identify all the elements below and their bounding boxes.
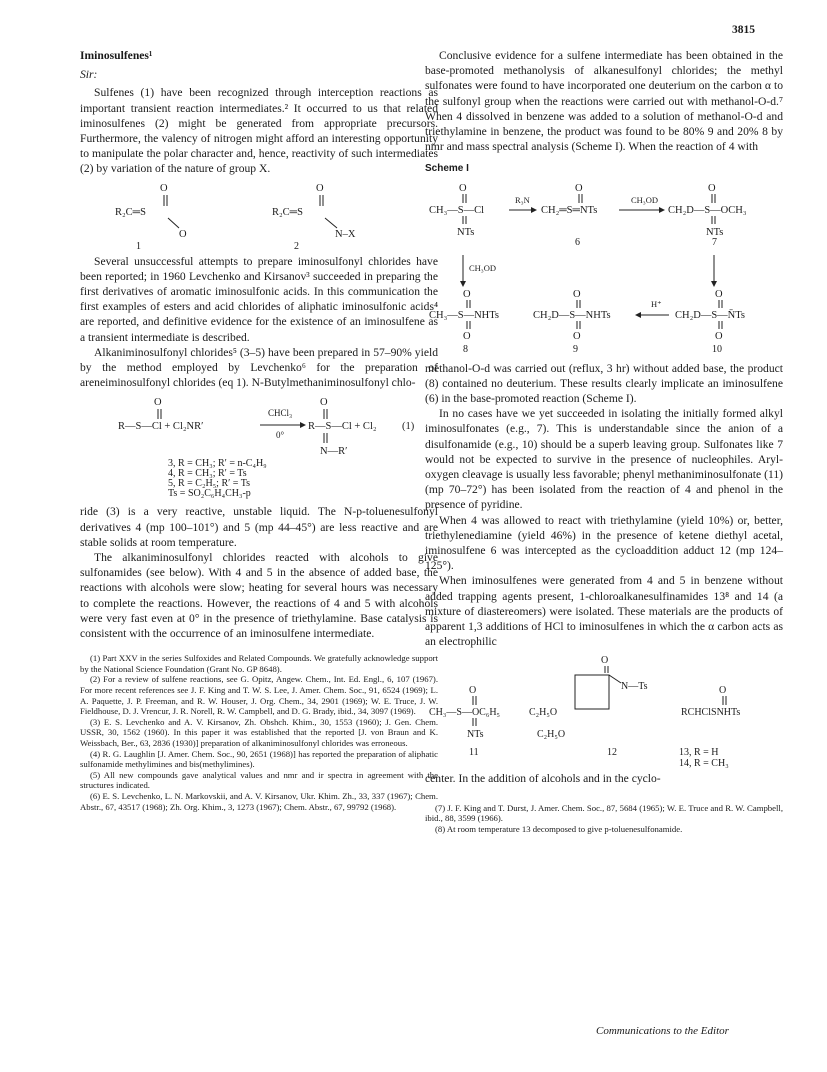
footnote-6: (6) E. S. Levchenko, L. N. Markovskii, and A. V. Kirsanov, Ukr. Khim. Zh., 33, 337 (1967); Chem. Abstr., 67, 43517 (1968); Zh. Org. Khim., 3, 1273 (1967); Chem. Abstr., 67, 99792 (1968).: [80, 791, 438, 812]
svg-text:R—S—Cl + Cl₂NR′: R—S—Cl + Cl₂NR′: [118, 421, 204, 433]
def-3: 3, R = CH₃; R′ = n-C₄H₉: [168, 458, 267, 470]
svg-text:RCHClSNHTs: RCHClSNHTs: [681, 707, 741, 719]
paragraph-attempts: Several unsuccessful attempts to prepare iminosulfonyl chlorides have been reported; in 1960 Levchenko and Kirsanov³ succeeded in preparing the first derivatives of aromatic iminosulfonic acids. In this communication the first examples of esters and acid chlorides of aliphatic iminosulfonic acids⁴ are reported, and definitive evidence for the existence of an iminosulfene as a transient intermediate is described.: [80, 254, 438, 344]
svg-text:R₂C═S: R₂C═S: [115, 206, 146, 218]
structures-1-2: [80, 178, 438, 250]
footnote-8: (8) At room temperature 13 decomposed to give p-toluenesulfonamide.: [435, 823, 683, 834]
scheme-num-7: 7: [712, 236, 717, 248]
footnote-2: (2) For a review of sulfene reactions, see G. Opitz, Angew. Chem., Int. Ed. Engl., 6, 107 (1967). For more recent references see J. F. King and T. W. S. Lee, J. Amer. Chem. Soc., 91, 6524 (1969); L. A. Paquette, J. P. Freeman, and R. W. Houser, J. Org. Chem., 34, 2901 (1969); W. E. Truce, J. W. Fieldhouse, D. J. Vrencur, J. R. Norell, R. W. Campbell, and D. G. Brady, ibid., 34, 3097 (1969).: [80, 674, 438, 717]
footnote-5: (5) All new compounds gave analytical values and nmr and ir spectra in agreement with the structures indicated.: [80, 769, 438, 791]
label-11: 11: [469, 747, 479, 759]
svg-text:CH₃—S—NHTs: CH₃—S—NHTs: [429, 309, 500, 321]
eq-cond-bottom: 0°: [276, 430, 285, 441]
svg-text:O: O: [459, 182, 467, 194]
page-number: 3815: [732, 24, 755, 36]
left-column: [80, 48, 438, 812]
paragraph-without-base: methanol-O-d was carried out (reflux, 3 hr) without added base, the product (8) contained no deuterium. These results clearly implicate an iminosulfene (6) in the base-promoted reaction (Scheme I).: [425, 361, 783, 406]
svg-text:O: O: [316, 182, 324, 194]
paragraph-no-cases: In no cases have we yet succeeded in isolating the initially formed alkyl iminosulfonates (e.g., 7). This is understandable since the anion of a disulfonamide (e.g., 10) should be a superb leaving group. Sulfonates like 7 would not be expected to survive in the presence of nucleophiles. Aryl-oxygen cleavage is usually less favorable; phenyl methaniminosulfonate (11) (mp 70–72°) has been isolated from the reaction of 4 and phenol in the presence of pyridine.: [425, 407, 783, 512]
svg-text:N—R′: N—R′: [320, 446, 348, 458]
svg-text:O: O: [179, 228, 187, 240]
svg-text:O: O: [715, 288, 723, 300]
svg-text:CH₂D—S—OCH₃: CH₂D—S—OCH₃: [668, 204, 747, 216]
svg-text:O: O: [715, 330, 723, 342]
svg-text:R—S—Cl + Cl₂: R—S—Cl + Cl₂: [308, 421, 377, 433]
svg-text:CH₂D—S—N̄Ts: CH₂D—S—N̄Ts: [675, 309, 746, 321]
svg-text:O: O: [719, 685, 727, 697]
svg-text:O: O: [154, 397, 162, 409]
svg-text:O: O: [320, 397, 328, 409]
def-5: 5, R = C₂H₅; R′ = Ts: [168, 478, 251, 490]
label-12: 12: [607, 747, 617, 759]
svg-text:H⁺: H⁺: [651, 298, 662, 309]
def-4: 4, R = CH₃; R′ = Ts: [168, 468, 247, 480]
svg-text:C₂H₅O: C₂H₅O: [529, 707, 558, 719]
paragraph-center: center. In the addition of alcohols and in the cyclo-: [425, 772, 661, 786]
paragraph-ride: ride (3) is a very reactive, unstable liquid. The N-p-toluenesulfonyl derivatives 4 (mp 100–101°) and 5 (mp 44–45°) are less reactive and are stable solids at room temperature.: [80, 505, 438, 549]
article-title: Iminosulfenes¹: [80, 49, 153, 62]
label-14: 14, R = CH₃: [679, 758, 729, 770]
footnote-3: (3) E. S. Levchenko and A. V. Kirsanov, Zh. Obshch. Khim., 30, 1553 (1960); J. Gen. Chem. USSR, 30, 1562 (1960). In this paper it was established that the reported [J. von Braun and K. Weissbach, Ber., 63, 2836 (1930)] preparation of alkaniminosulfonyl chlorides was erroneous.: [80, 716, 438, 749]
eq-cond-top: CHCl₃: [268, 408, 293, 419]
footnote-4: (4) R. G. Laughlin [J. Amer. Chem. Soc., 90, 2651 (1968)] has reported the preparation of aliphatic sulfonamide methylimines and bis(methylimines).: [80, 748, 438, 770]
footnotes-left: [80, 653, 438, 812]
svg-text:O: O: [601, 655, 609, 667]
svg-text:O: O: [463, 330, 471, 342]
svg-text:O: O: [575, 182, 583, 194]
scheme-num-6: 6: [575, 236, 580, 248]
equation-1: [80, 392, 438, 502]
label-13: 13, R = H: [679, 747, 719, 759]
footnote-7: (7) J. F. King and T. Durst, J. Amer. Chem. Soc., 87, 5684 (1965); W. E. Truce and R. W. Campbell, ibid., 88, 3599 (1966).: [425, 802, 783, 824]
svg-text:NTs: NTs: [457, 226, 475, 238]
footnotes-right: [425, 803, 783, 835]
paragraph-triethylamine: When 4 was allowed to react with triethylamine (yield 10%) or, better, triethylenediamine (yield 46%) in the presence of ketene diethyl acetal, iminosulfene 6 was intercepted as the cycloaddition adduct 12 (mp 124–125°).: [425, 513, 783, 573]
def-ts: Ts = SO₂C₆H₄CH₃-p: [168, 488, 251, 500]
svg-text:O: O: [708, 182, 716, 194]
svg-text:N–X: N–X: [335, 228, 356, 240]
svg-text:NTs: NTs: [467, 729, 484, 741]
svg-text:C₂H₅O: C₂H₅O: [537, 729, 566, 741]
eq-number: (1): [402, 421, 415, 433]
svg-text:N—Ts: N—Ts: [621, 681, 648, 693]
svg-text:CH₃—S—OC₆H₅: CH₃—S—OC₆H₅: [429, 707, 501, 719]
scheme-num-8: 8: [463, 343, 468, 355]
svg-text:O: O: [573, 288, 581, 300]
scheme-num-9: 9: [573, 343, 578, 355]
scheme-label: Scheme I: [425, 163, 469, 175]
scheme-1: [425, 177, 783, 355]
right-column: [425, 48, 783, 834]
svg-text:O: O: [573, 330, 581, 342]
structures-11-14: [425, 653, 783, 771]
paragraph-intro: Sulfenes (1) have been recognized through interception reactions as important transient reaction intermediates.² It occurred to us that related iminosulfenes (2) might be generated from appropriate precursors. Furthermore, the valency of nitrogen might afford an interesting opportunity to manipulate the polar character and, hence, reactivity of such intermediates (2) by variation of the nature of group X.: [80, 86, 438, 176]
paragraph-preparation: Alkaniminosulfonyl chlorides⁵ (3–5) have been prepared in 57–90% yield by the method employed by Levchenko⁶ for the preparation of areneiminosulfonyl chlorides (eq 1). N-Butylmethaniminosulfonyl chlo-: [80, 345, 438, 390]
svg-text:CH₃—S—Cl: CH₃—S—Cl: [429, 204, 485, 216]
svg-text:O: O: [469, 685, 477, 697]
journal-section-footer: Communications to the Editor: [596, 1025, 729, 1037]
paragraph-conclusive: Conclusive evidence for a sulfene intermediate has been obtained in the base-promoted methanolysis of alkanesulfonyl chlorides; the methyl sulfonates were found to have incorporated one deuterium on the carbon α to the sulfonyl group when the reactions were carried out with methanol-O-d.⁷ When 4 dissolved in benzene was added to a solution of methanol-O-d and triethylamine in benzene, the product was found to be 80% 9 and 20% 8 by nmr and mass spectral analysis (Scheme I). When the reaction of 4 with: [425, 49, 783, 154]
paragraph-generated: When iminosulfenes were generated from 4 and 5 in benzene without added trapping agents present, 1-chloroalkanesulfinamides 13⁸ and 14 (a mixture of diastereomers) were isolated. These materials are the products of apparent 1,3 additions of HCl to iminosulfenes in which the α carbon acts as an electrophilic: [425, 574, 783, 649]
svg-text:NTs: NTs: [706, 226, 724, 238]
salutation: Sir:: [80, 68, 98, 82]
svg-text:O: O: [160, 182, 168, 194]
label-1: 1: [136, 240, 141, 252]
svg-text:R₃N: R₃N: [515, 194, 530, 205]
svg-text:CH₃OD: CH₃OD: [631, 194, 659, 205]
svg-text:CH₃OD: CH₃OD: [469, 262, 497, 273]
paragraph-alcohols: The alkaniminosulfonyl chlorides reacted with alcohols to give sulfonamides (see below). With 4 and 5 in the absence of added base, the reactions with alcohols were slow; heating for several hours was necessary to complete the reactions. However, the reactions of 4 and 5 with alcohols were very fast even at 0° in the presence of triethylamine. Base catalysis is consistent with the occurrence of an iminosulfene intermediate.: [80, 551, 438, 641]
svg-text:CH₂D—S—NHTs: CH₂D—S—NHTs: [533, 309, 611, 321]
svg-text:O: O: [463, 288, 471, 300]
label-2: 2: [294, 240, 299, 252]
footnote-1: (1) Part XXV in the series Sulfoxides and Related Compounds. We gratefully acknowledge support by the National Science Foundation (Grant No. GP 8648).: [80, 653, 438, 674]
svg-text:CH₂═S═NTs: CH₂═S═NTs: [541, 204, 598, 216]
svg-text:R₂C═S: R₂C═S: [272, 206, 303, 218]
scheme-num-10: 10: [712, 343, 722, 355]
